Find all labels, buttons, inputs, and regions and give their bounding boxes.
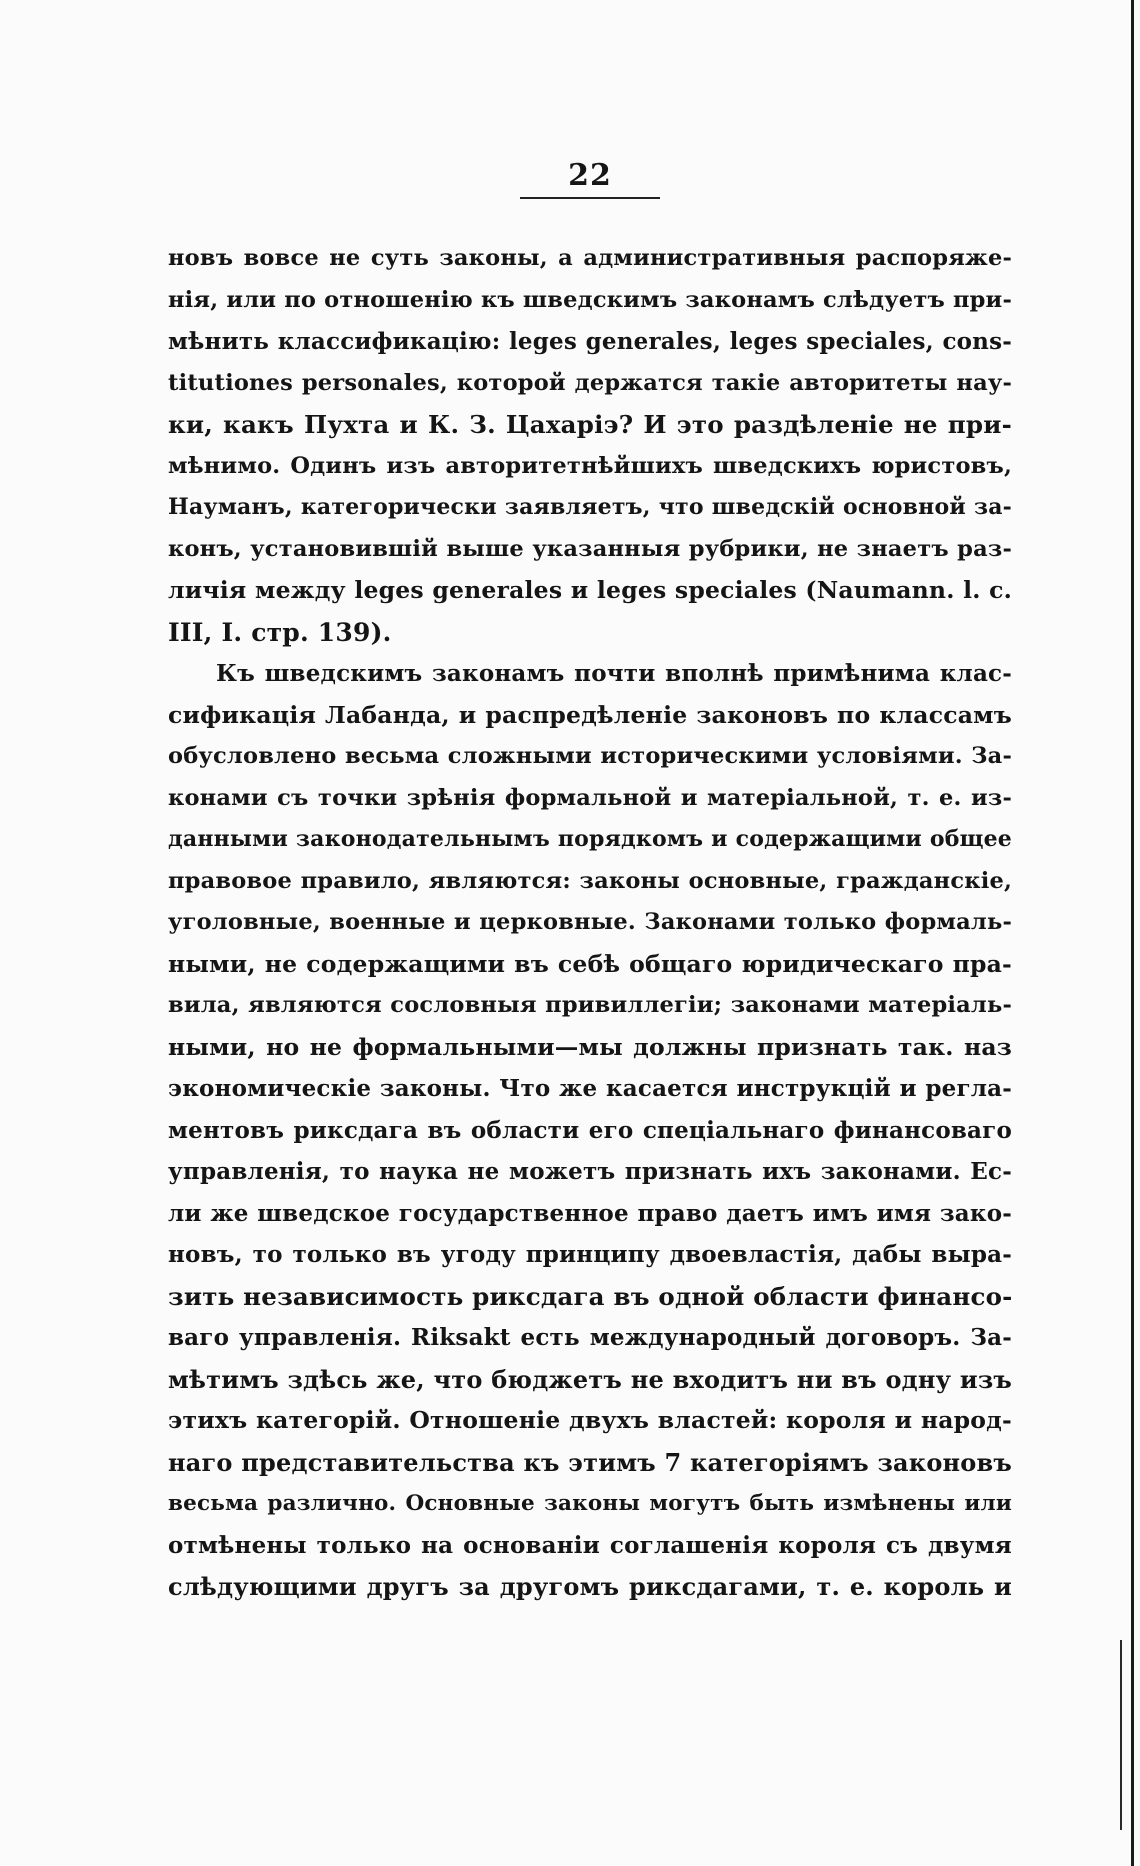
text-line: уголовные, военные и церковные. Законами только формаль- xyxy=(168,909,1012,935)
text-line: ными, но не формальными—мы должны признать так. наз xyxy=(168,1032,1012,1061)
paragraph-1 xyxy=(168,238,1012,653)
text-line: ки, какъ Пухта и К. З. Цахаріэ? И это раздѣленіе не при- xyxy=(168,410,1012,439)
text-line: правовое правило, являются: законы основные, гражданскіе, xyxy=(168,867,1012,894)
text-line: слѣдующими другъ за другомъ риксдагами, т. е. король и xyxy=(168,1572,1012,1601)
text-line: управленія, то наука не можетъ признать ихъ законами. Ес- xyxy=(168,1158,1012,1185)
text-line: ными, не содержащими въ себѣ общаго юридическаго пра- xyxy=(168,949,1012,978)
page-number: 22 xyxy=(568,158,612,193)
text-line: ваго управленія. Riksakt есть международный договоръ. За- xyxy=(168,1324,1012,1351)
text-line: III, I. стр. 139). xyxy=(168,617,392,647)
text-line: Къ шведскимъ законамъ почти вполнѣ примѣнима клас- xyxy=(216,660,1012,687)
text-line: вила, являются сословныя привиллегіи; законами матеріаль- xyxy=(168,992,1012,1018)
text-line: личія между leges generales и leges speciales (Naumann. l. c. xyxy=(168,576,1012,604)
text-line: ли же шведское государственное право даетъ имъ имя зако- xyxy=(168,1199,1012,1227)
text-line: отмѣнены только на основаніи соглашенія короля съ двумя xyxy=(168,1531,1012,1559)
text-line: данными законодательнымъ порядкомъ и содержащими общее xyxy=(168,826,1012,852)
text-line: конами съ точки зрѣнія формальной и матеріальной, т. е. из- xyxy=(168,784,1012,811)
page-number-rule xyxy=(520,197,660,199)
text-line: мѣнимо. Одинъ изъ авторитетнѣйшихъ шведскихъ юристовъ, xyxy=(168,452,1012,479)
text-block xyxy=(168,238,1012,1608)
scan-edge-right-bottom xyxy=(1120,1640,1122,1830)
text-line: Науманъ, категорически заявляетъ, что шведскій основной за- xyxy=(168,494,1012,520)
text-line: обусловлено весьма сложными историческими условіями. За- xyxy=(168,743,1012,769)
text-line: зить независимость риксдага въ одной области финансо- xyxy=(168,1281,1013,1311)
text-line: наго представительства къ этимъ 7 категоріямъ законовъ xyxy=(168,1447,1012,1477)
text-line: новъ вовсе не суть законы, а административныя распоряже- xyxy=(168,245,1012,271)
text-line: мѣтимъ здѣсь же, что бюджетъ не входитъ ни въ одну изъ xyxy=(168,1364,1012,1394)
scan-edge-right xyxy=(1131,0,1134,1866)
text-line: ментовъ риксдага въ области его спеціальнаго финансоваго xyxy=(168,1116,1012,1144)
text-line: конъ, установившій выше указанныя рубрики, не знаетъ раз- xyxy=(168,535,1012,562)
text-line: нія, или по отношенію къ шведскимъ законамъ слѣдуетъ при- xyxy=(168,286,1012,313)
paragraph-2 xyxy=(168,653,1012,1608)
text-line: экономическіе законы. Что же касается инструкцій и регла- xyxy=(168,1075,1012,1102)
text-line: новъ, то только въ угоду принципу двоевластія, дабы выра- xyxy=(168,1241,1012,1268)
text-line: этихъ категорій. Отношеніе двухъ властей: короля и народ- xyxy=(168,1406,1012,1434)
text-line: мѣнить классификацію: leges generales, leges speciales, cons- xyxy=(168,328,1012,355)
text-line: сификація Лабанда, и распредѣленіе законовъ по классамъ xyxy=(168,700,1012,729)
text-line: весьма различно. Основные законы могутъ быть измѣнены или xyxy=(168,1491,1012,1516)
text-line: titutiones personales, которой держатся такіе авторитеты нау- xyxy=(168,369,1012,396)
